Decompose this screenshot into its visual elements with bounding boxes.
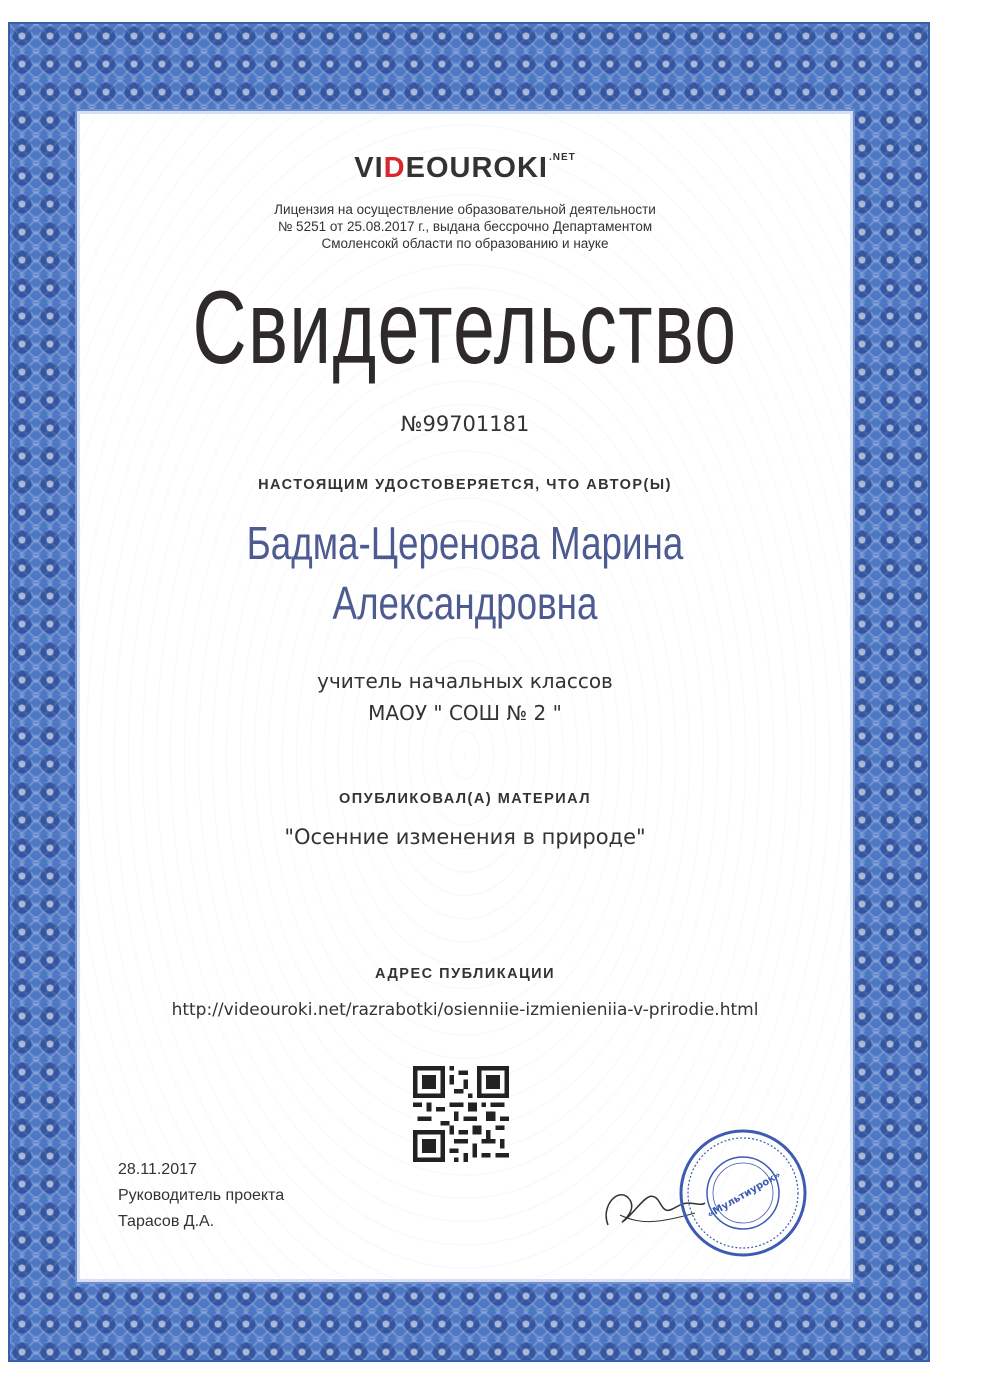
license-line: № 5251 от 25.08.2017 г., выдана бессрочно Департаментом — [277, 219, 653, 234]
publication-url[interactable]: http://videouroki.net/razrabotki/osienniie-izmieniеniia-v-prirodie.html — [171, 1000, 759, 1020]
address-label: АДРЕС ПУБЛИКАЦИИ — [374, 966, 556, 982]
license-line: Смоленсокй области по образованию и науке — [321, 236, 609, 251]
certificate-number: №99701181 — [400, 412, 530, 436]
published-label: ОПУБЛИКОВАЛ(А) МАТЕРИАЛ — [338, 791, 591, 807]
certificate-title: Свидетельство — [192, 270, 738, 386]
license-line: Лицензия на осуществление образовательной деятельности — [274, 202, 656, 217]
material-title: "Осенние изменения в природе" — [284, 825, 646, 849]
signer-name: Тарасов Д.А. — [118, 1213, 215, 1230]
issue-date: 28.11.2017 — [118, 1161, 197, 1178]
qr-code — [413, 1066, 509, 1162]
certify-label: НАСТОЯЩИМ УДОСТОВЕРЯЕТСЯ, ЧТО АВТОР(Ы) — [258, 477, 672, 493]
license-text — [80, 201, 850, 252]
footer-info — [118, 1157, 284, 1235]
videouroki-logo: $VIDEOUROKI^{.NET}$ — [354, 152, 576, 184]
author-role: учитель начальных классов — [317, 669, 613, 693]
author-school: МАОУ " СОШ № 2 " — [368, 701, 562, 725]
author-name: Бадма-Церенова Марина Александровна — [246, 517, 684, 629]
signer-role: Руководитель проекта — [118, 1187, 285, 1204]
author-position — [80, 665, 850, 729]
company-stamp — [678, 1128, 808, 1258]
stamp-center-text: «Мультиурок» — [705, 1169, 784, 1221]
